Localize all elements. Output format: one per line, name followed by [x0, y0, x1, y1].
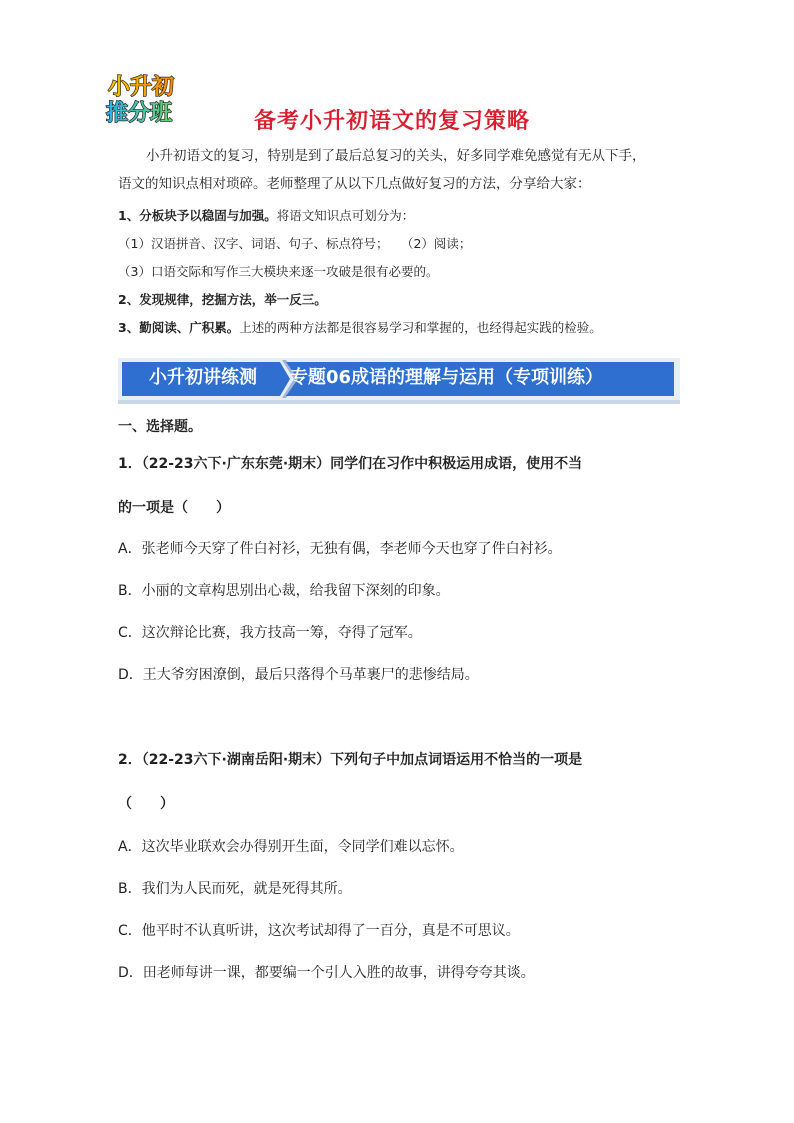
banner-topic-label: 专题06成语的理解与运用（专项训练） — [290, 367, 604, 388]
question-2-stem-line2: （ ） — [118, 796, 174, 812]
point-1-sub-2: （3）口语交际和写作三大模块来逐一攻破是很有必要的。 — [118, 264, 439, 279]
page-title: 备考小升初语文的复习策略 — [254, 109, 531, 134]
point-3-text: 上述的两种方法都是很容易学习和掌握的，也经得起实践的检验。 — [239, 320, 602, 335]
banner-series-label: 小升初讲练测 — [149, 367, 257, 388]
logo-line1: 小升初 — [108, 75, 175, 100]
point-1 — [118, 202, 678, 230]
intro-points — [118, 202, 678, 342]
section-title: 一、选择题。 — [118, 419, 202, 435]
logo-graphic — [104, 70, 208, 126]
question-1-option-d: D．王大爷穷困潦倒，最后只落得个马革裹尸的悲惨结局。 — [118, 667, 479, 683]
intro-paragraph-line1: 小升初语文的复习，特别是到了最后总复习的关头，好多同学难免感觉有无从下手， — [146, 148, 646, 164]
question-2 — [118, 740, 684, 824]
question-1-option-a: A．张老师今天穿了件白衬衫，无独有偶，李老师今天也穿了件白衬衫。 — [118, 541, 562, 557]
topic-banner — [118, 352, 680, 408]
point-1-heading: 1、分板块予以稳固与加强。 — [118, 208, 277, 223]
question-1-stem-line1: 1．（22-23六下·广东东莞·期末）同学们在习作中积极运用成语，使用不当 — [118, 456, 583, 472]
question-2-option-d: D．田老师每讲一课，都要编一个引人入胜的故事，讲得夸夸其谈。 — [118, 965, 535, 981]
brand-logo — [104, 70, 208, 126]
intro-section — [118, 142, 678, 198]
question-2-stem-line1: 2．（22-23六下·湖南岳阳·期末）下列句子中加点词语运用不恰当的一项是 — [118, 752, 583, 768]
question-1 — [118, 444, 684, 528]
question-1-option-b: B．小丽的文章构思别出心裁，给我留下深刻的印象。 — [118, 583, 450, 599]
question-2-option-c: C．他平时不认真听讲，这次考试却得了一百分，真是不可思议。 — [118, 923, 520, 939]
point-1-sub-1: （1）汉语拼音、汉字、词语、句子、标点符号； （2）阅读； — [118, 236, 472, 251]
point-2: 2、发现规律，挖掘方法，举一反三。 — [118, 292, 327, 307]
intro-paragraph-line2: 语文的知识点相对琐碎。老师整理了从以下几点做好复习的方法，分享给大家： — [118, 176, 591, 192]
question-1-stem-line2: 的一项是（ ） — [118, 500, 230, 516]
question-1-option-c: C．这次辩论比赛，我方技高一筹，夺得了冠军。 — [118, 625, 422, 641]
point-1-text: 将语文知识点可划分为： — [276, 208, 415, 223]
point-3-heading: 3、勤阅读、广积累。 — [118, 320, 240, 335]
question-2-option-a: A．这次毕业联欢会办得别开生面，令同学们难以忘怀。 — [118, 839, 464, 855]
logo-line2: 推分班 — [106, 101, 173, 126]
point-3 — [118, 314, 678, 342]
question-2-option-b: B．我们为人民而死，就是死得其所。 — [118, 881, 352, 897]
